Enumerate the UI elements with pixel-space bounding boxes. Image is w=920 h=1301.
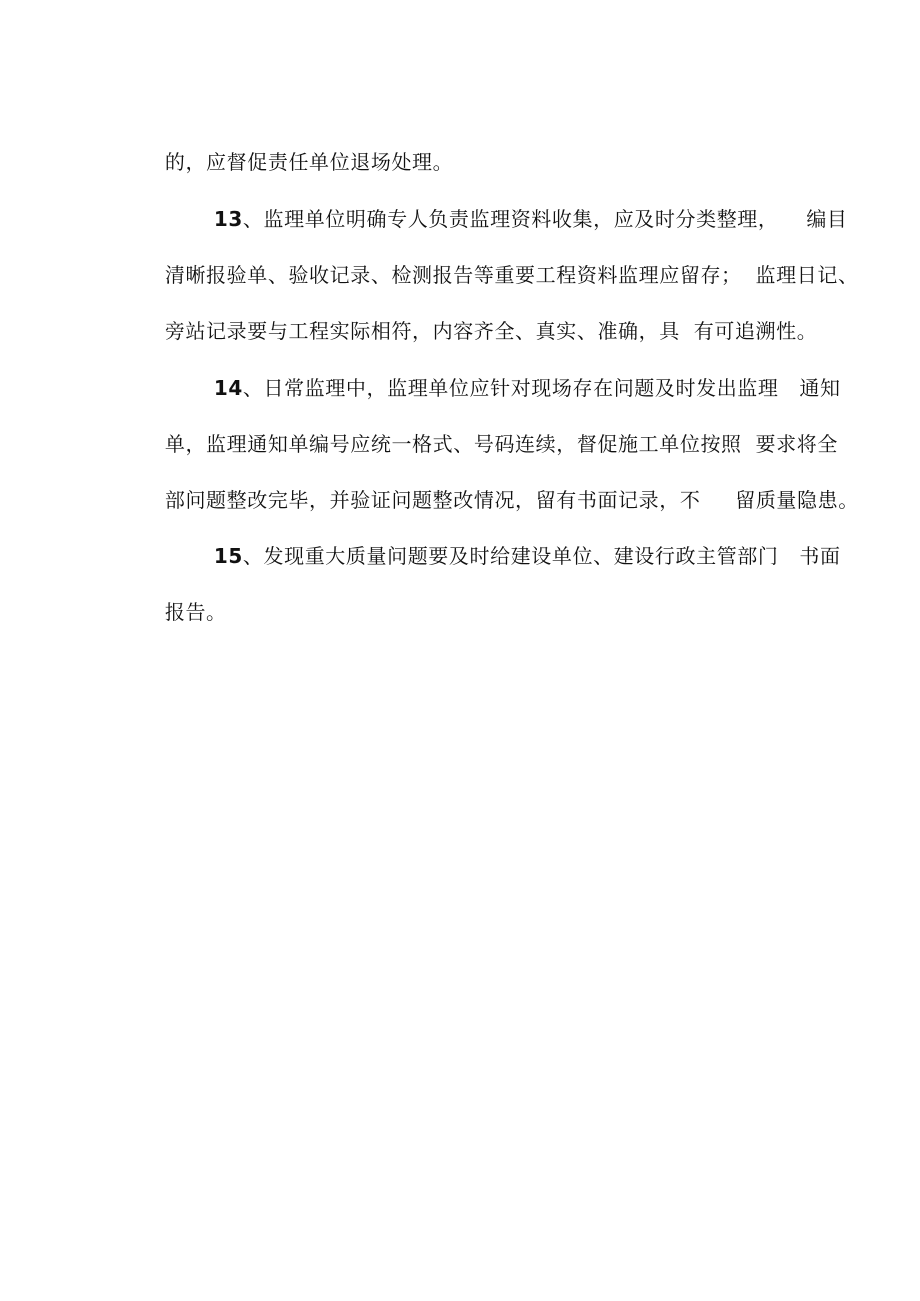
paragraph-number: 13 bbox=[213, 207, 243, 231]
paragraph-13-line-1: 13、监理单位明确专人负责监理资料收集，应及时分类整理， 编目 bbox=[213, 207, 848, 231]
text-line: 的，应督促责任单位退场处理。 bbox=[164, 150, 454, 174]
paragraph-number: 14 bbox=[213, 376, 243, 400]
text-line: 部问题整改完毕，并验证问题整改情况，留有书面记录，不 留质量隐患。 bbox=[164, 488, 859, 512]
text-line: 单，监理通知单编号应统一格式、号码连续，督促施工单位按照 要求将全 bbox=[164, 432, 838, 456]
paragraph-14-line-1: 14、日常监理中，监理单位应针对现场存在问题及时发出监理 通知 bbox=[213, 376, 841, 400]
paragraph-15-line-1: 15、发现重大质量问题要及时给建设单位、建设行政主管部门 书面 bbox=[213, 544, 841, 568]
paragraph-number: 15 bbox=[213, 544, 243, 568]
text-line: 旁站记录要与工程实际相符，内容齐全、真实、准确，具 有可追溯性。 bbox=[164, 319, 818, 343]
text-line: 报告。 bbox=[164, 600, 227, 624]
text-line: 清晰报验单、验收记录、检测报告等重要工程资料监理应留存； 监理日记、 bbox=[164, 263, 859, 287]
